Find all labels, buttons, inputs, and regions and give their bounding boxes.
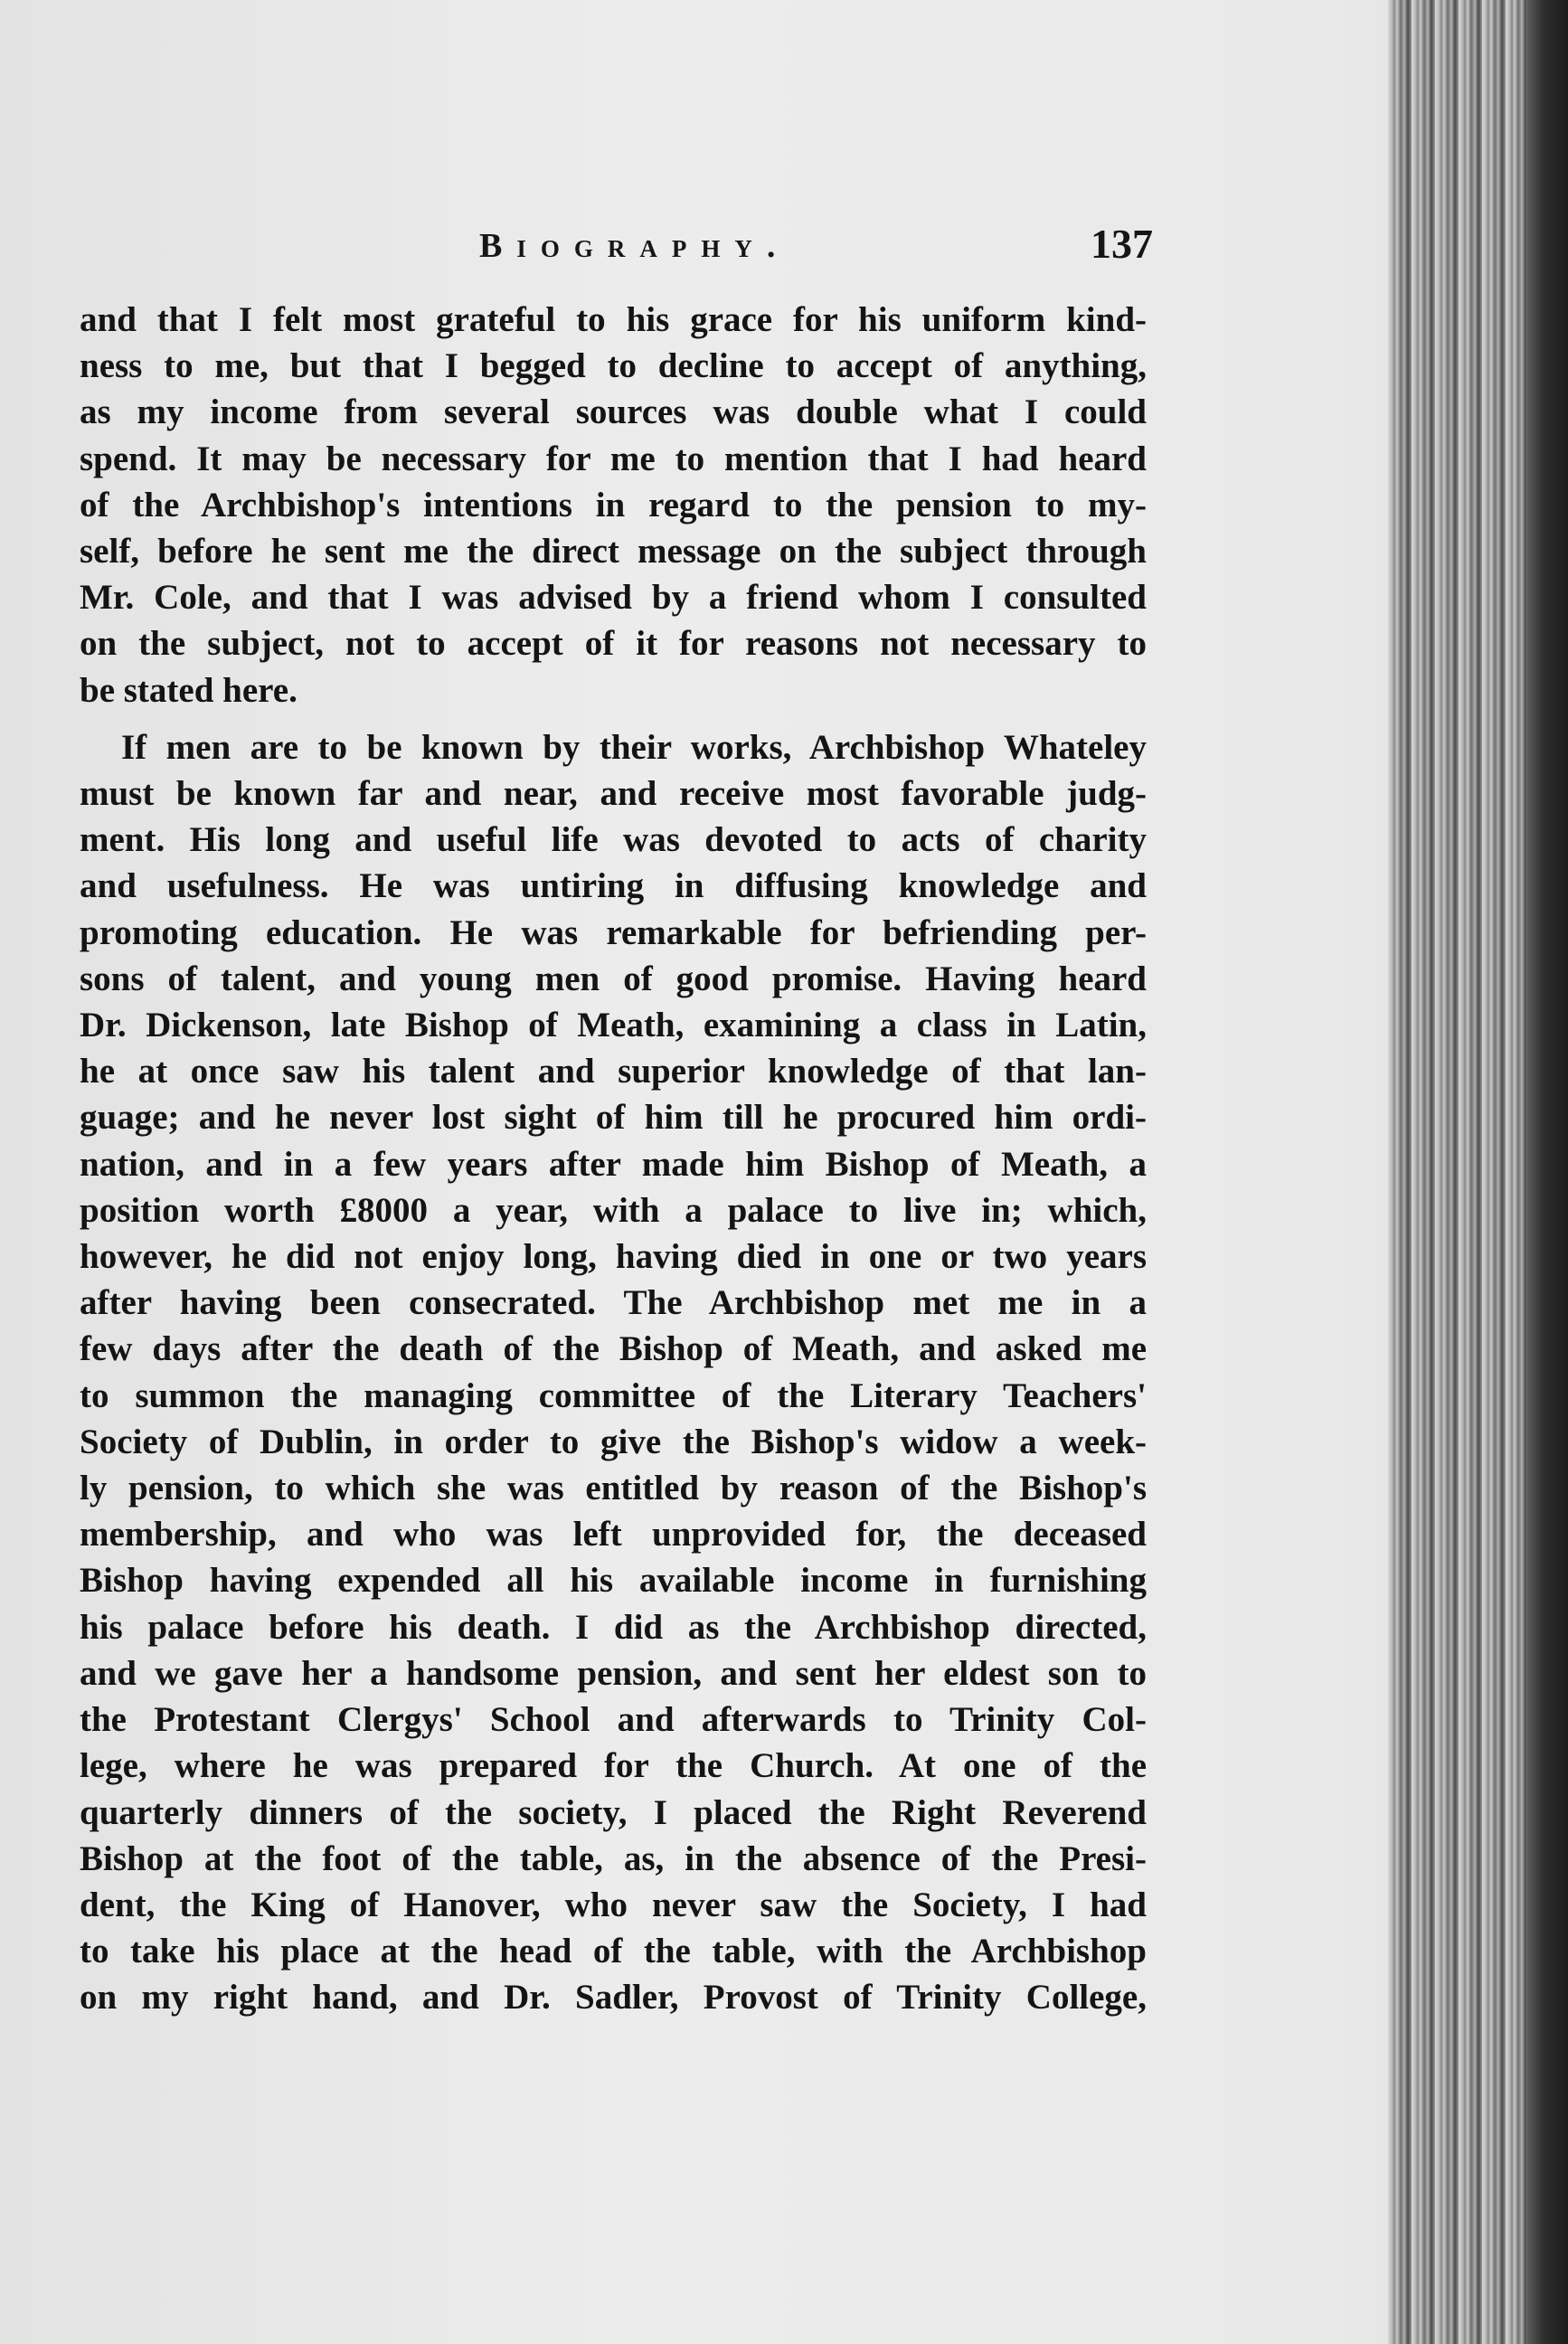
text-line: spend. It may be necessary for me to mention that I had heard (80, 439, 1147, 478)
text-line: guage; and he never lost sight of him till he procured him ordi- (80, 1098, 1147, 1138)
text-line: Dr. Dickenson, late Bishop of Meath, examining a class in Latin, (80, 1006, 1147, 1045)
text-line: Bishop having expended all his available income in furnishing (80, 1561, 1147, 1601)
text-line: Bishop at the foot of the table, as, in the absence of the Presi- (80, 1838, 1147, 1878)
text-line: his palace before his death. I did as the Archbishop directed, (80, 1607, 1147, 1647)
text-line: If men are to be known by their works, Archbishop Whateley (121, 727, 1147, 767)
text-line: be stated here. (80, 670, 298, 710)
text-line: few days after the death of the Bishop of Meath, and asked me (80, 1329, 1147, 1369)
text-line: the Protestant Clergys' School and afterwards to Trinity Col- (80, 1700, 1147, 1740)
book-page-edges (1388, 0, 1568, 2344)
text-line: Society of Dublin, in order to give the Bishop's widow a week- (80, 1422, 1147, 1461)
text-line: sons of talent, and young men of good promise. Having heard (80, 959, 1147, 998)
text-line: self, before he sent me the direct message on the subject through (80, 532, 1147, 572)
text-line: promoting education. He was remarkable for befriending per- (80, 912, 1147, 952)
text-line: and that I felt most grateful to his grace for his uniform kind- (80, 300, 1147, 339)
text-line: on my right hand, and Dr. Sadler, Provost of Trinity College, (80, 1978, 1147, 2018)
text-line: lege, where he was prepared for the Church. At one of the (80, 1746, 1147, 1786)
text-line: membership, and who was left unprovided for, the deceased (80, 1515, 1147, 1555)
text-line: and we gave her a handsome pension, and sent her eldest son to (80, 1653, 1147, 1693)
text-line: on the subject, not to accept of it for reasons not necessary to (80, 624, 1147, 664)
text-line: after having been consecrated. The Archbishop met me in a (80, 1283, 1147, 1323)
text-line: to summon the managing committee of the Literary Teachers' (80, 1375, 1147, 1415)
paragraph-gap (80, 714, 1147, 724)
text-line: nation, and in a few years after made him Bishop of Meath, a (80, 1144, 1147, 1184)
running-title: Biography. (479, 227, 790, 265)
text-line: and usefulness. He was untiring in diffusing knowledge and (80, 866, 1147, 906)
body-text (80, 297, 1147, 2021)
page-number: 137 (1091, 221, 1153, 267)
text-line: dent, the King of Hanover, who never saw the Society, I had (80, 1885, 1147, 1924)
text-line: must be known far and near, and receive most favorable judg- (80, 774, 1147, 814)
paragraph (80, 724, 1147, 2021)
text-line: position worth £8000 a year, with a palace to live in; which, (80, 1190, 1147, 1230)
text-line: of the Archbishop's intentions in regard to the pension to my- (80, 485, 1147, 525)
text-line: to take his place at the head of the table, with the Archbishop (80, 1932, 1147, 1971)
text-line: ment. His long and useful life was devoted to acts of charity (80, 820, 1147, 860)
text-line: as my income from several sources was double what I could (80, 392, 1147, 432)
text-line: however, he did not enjoy long, having died in one or two years (80, 1237, 1147, 1277)
text-line: he at once saw his talent and superior knowledge of that lan- (80, 1052, 1147, 1092)
text-line: ness to me, but that I begged to decline to accept of anything, (80, 346, 1147, 386)
text-line: Mr. Cole, and that I was advised by a friend whom I consulted (80, 578, 1147, 618)
text-line: ly pension, to which she was entitled by reason of the Bishop's (80, 1469, 1147, 1508)
text-line: quarterly dinners of the society, I placed the Right Reverend (80, 1792, 1147, 1832)
paragraph (80, 297, 1147, 714)
